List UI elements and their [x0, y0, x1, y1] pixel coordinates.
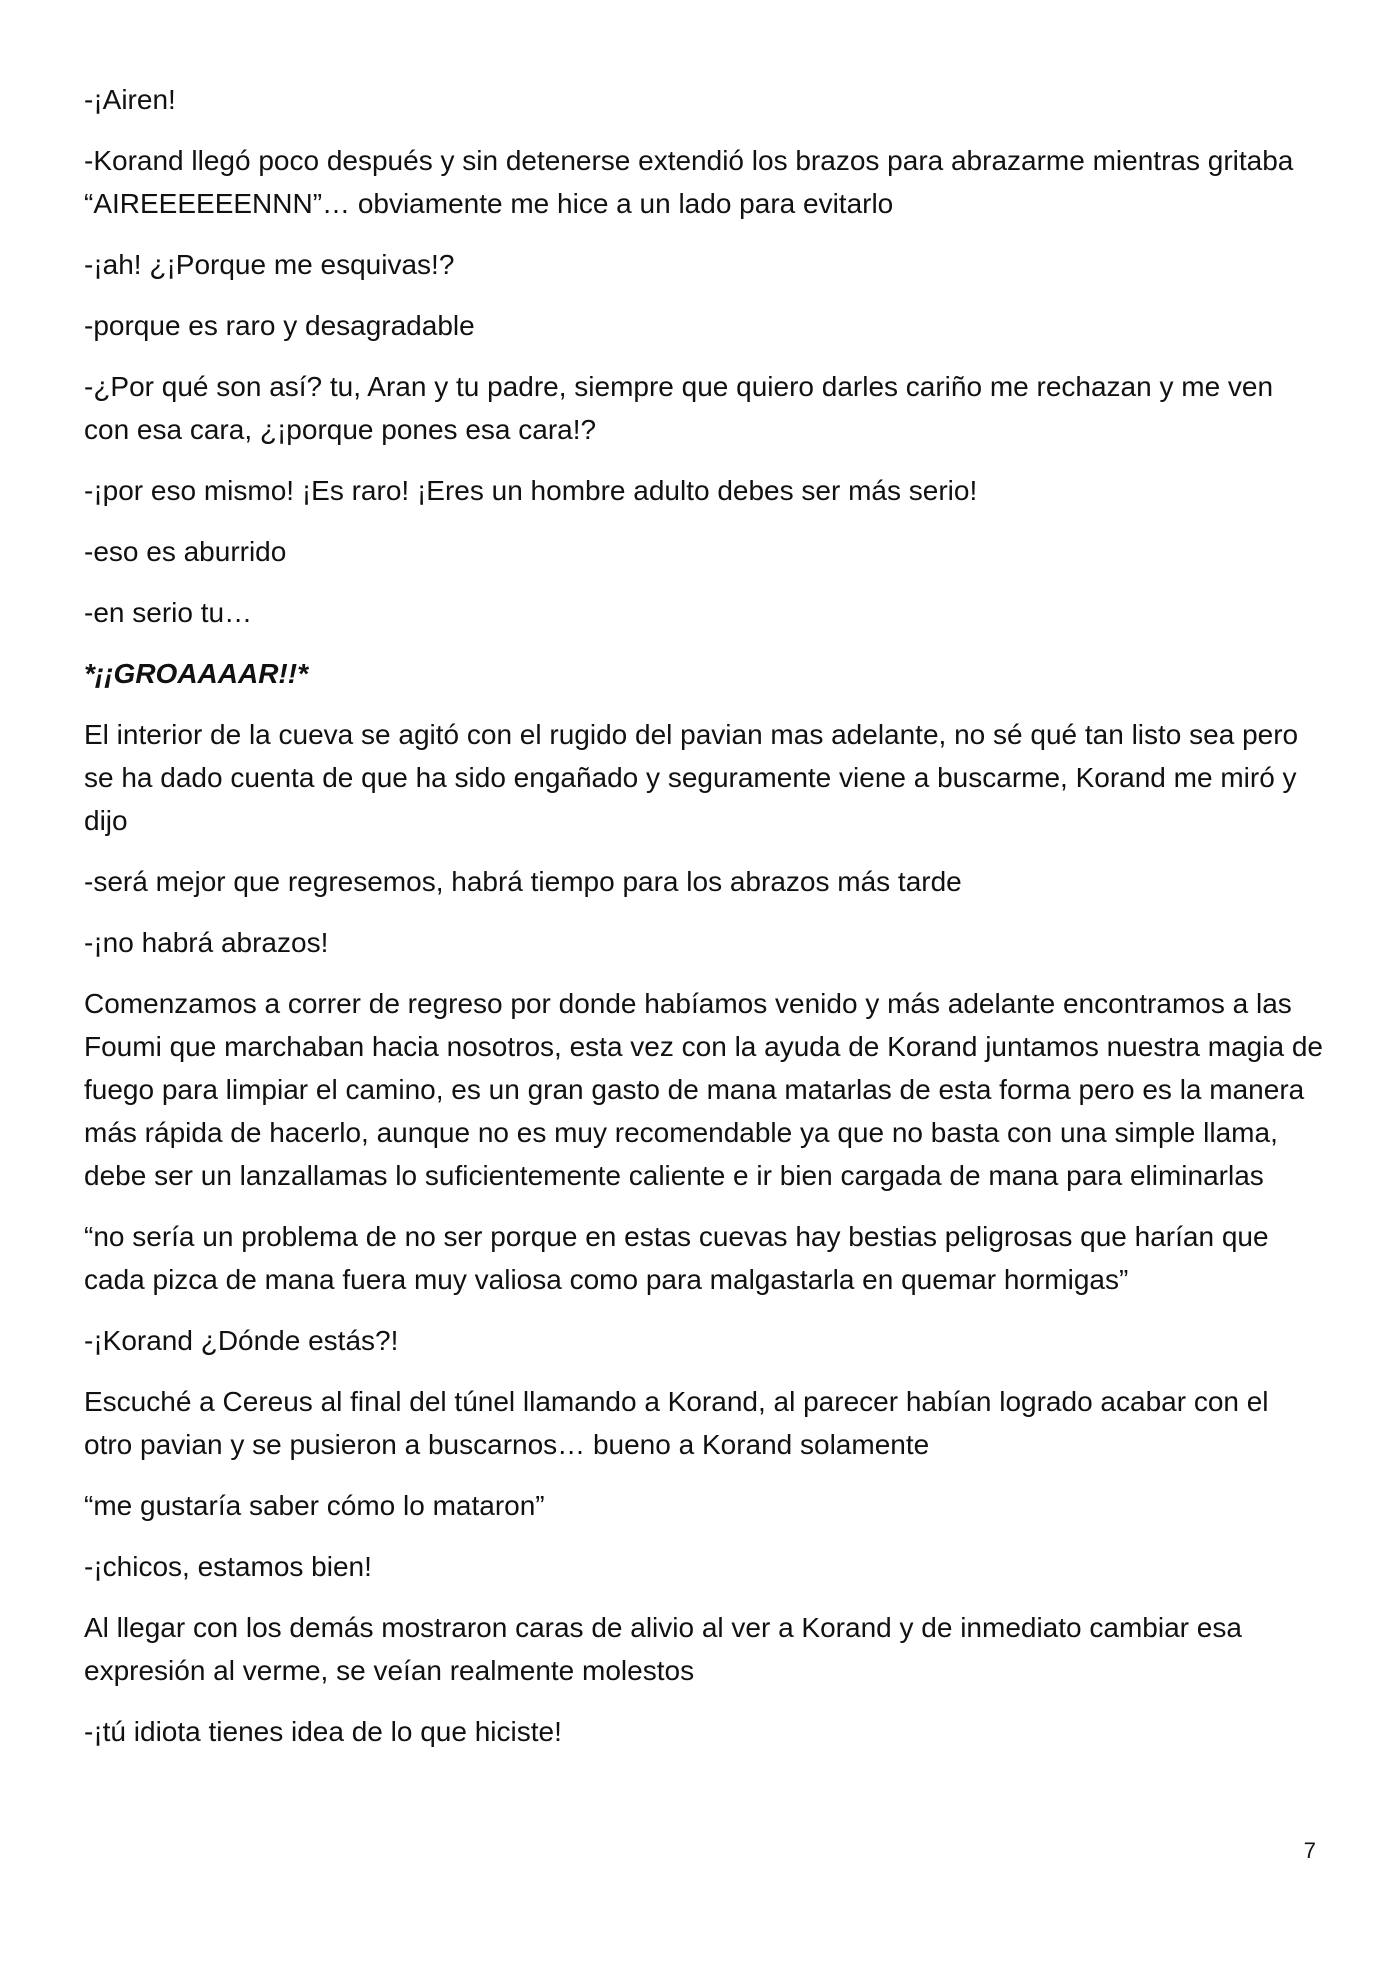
dialogue-line: -¡ah! ¿¡Porque me esquivas!?: [84, 249, 455, 280]
dialogue-line: -¡chicos, estamos bien!: [84, 1551, 372, 1582]
thought-paragraph: “me gustaría saber cómo lo mataron”: [84, 1490, 545, 1521]
dialogue-line: -en serio tu…: [84, 597, 253, 628]
narration-paragraph: El interior de la cueva se agitó con el rugido del pavian mas adelante, no sé qué tan listo sea pero se ha dado cuenta de que ha sido engañado y seguramente viene a buscarme, Korand me miró y dijo: [84, 719, 1299, 836]
dialogue-line: -será mejor que regresemos, habrá tiempo para los abrazos más tarde: [84, 866, 962, 897]
sound-effect-line: *¡¡GROAAAAR!!*: [84, 658, 308, 689]
narration-paragraph: -Korand llegó poco después y sin detenerse extendió los brazos para abrazarme mientras gritaba “AIREEEEEENNN”… obviamente me hice a un lado para evitarlo: [84, 145, 1294, 219]
dialogue-line: -¡por eso mismo! ¡Es raro! ¡Eres un hombre adulto debes ser más serio!: [84, 475, 978, 506]
thought-paragraph: “no sería un problema de no ser porque en estas cuevas hay bestias peligrosas que harían que cada pizca de mana fuera muy valiosa como para malgastarla en quemar hormigas”: [84, 1221, 1269, 1295]
dialogue-line: -¿Por qué son así? tu, Aran y tu padre, siempre que quiero darles cariño me rechazan y me ven con esa cara, ¿¡porque pones esa cara!?: [84, 371, 1274, 445]
page-number: 7: [1303, 1838, 1316, 1863]
page-body: [84, 78, 1324, 1771]
narration-paragraph: Escuché a Cereus al final del túnel llamando a Korand, al parecer habían logrado acabar con el otro pavian y se pusieron a buscarnos… bueno a Korand solamente: [84, 1386, 1269, 1460]
dialogue-line: -porque es raro y desagradable: [84, 310, 475, 341]
dialogue-line: -¡no habrá abrazos!: [84, 927, 329, 958]
narration-paragraph: Comenzamos a correr de regreso por donde habíamos venido y más adelante encontramos a las Foumi que marchaban hacia nosotros, esta vez con la ayuda de Korand juntamos nuestra magia de fuego para limpiar el camino, es un gran gasto de mana matarlas de esta forma pero es la manera más rápida de hacerlo, aunque no es muy recomendable ya que no basta con una simple llama, debe ser un lanzallamas lo suficientemente caliente e ir bien cargada de mana para eliminarlas: [84, 988, 1323, 1191]
narration-paragraph: Al llegar con los demás mostraron caras de alivio al ver a Korand y de inmediato cambiar esa expresión al verme, se veían realmente molestos: [84, 1612, 1242, 1686]
dialogue-line: -¡tú idiota tienes idea de lo que hiciste!: [84, 1716, 562, 1747]
dialogue-line: -¡Airen!: [84, 84, 176, 115]
dialogue-line: -¡Korand ¿Dónde estás?!: [84, 1325, 399, 1356]
dialogue-line: -eso es aburrido: [84, 536, 287, 567]
